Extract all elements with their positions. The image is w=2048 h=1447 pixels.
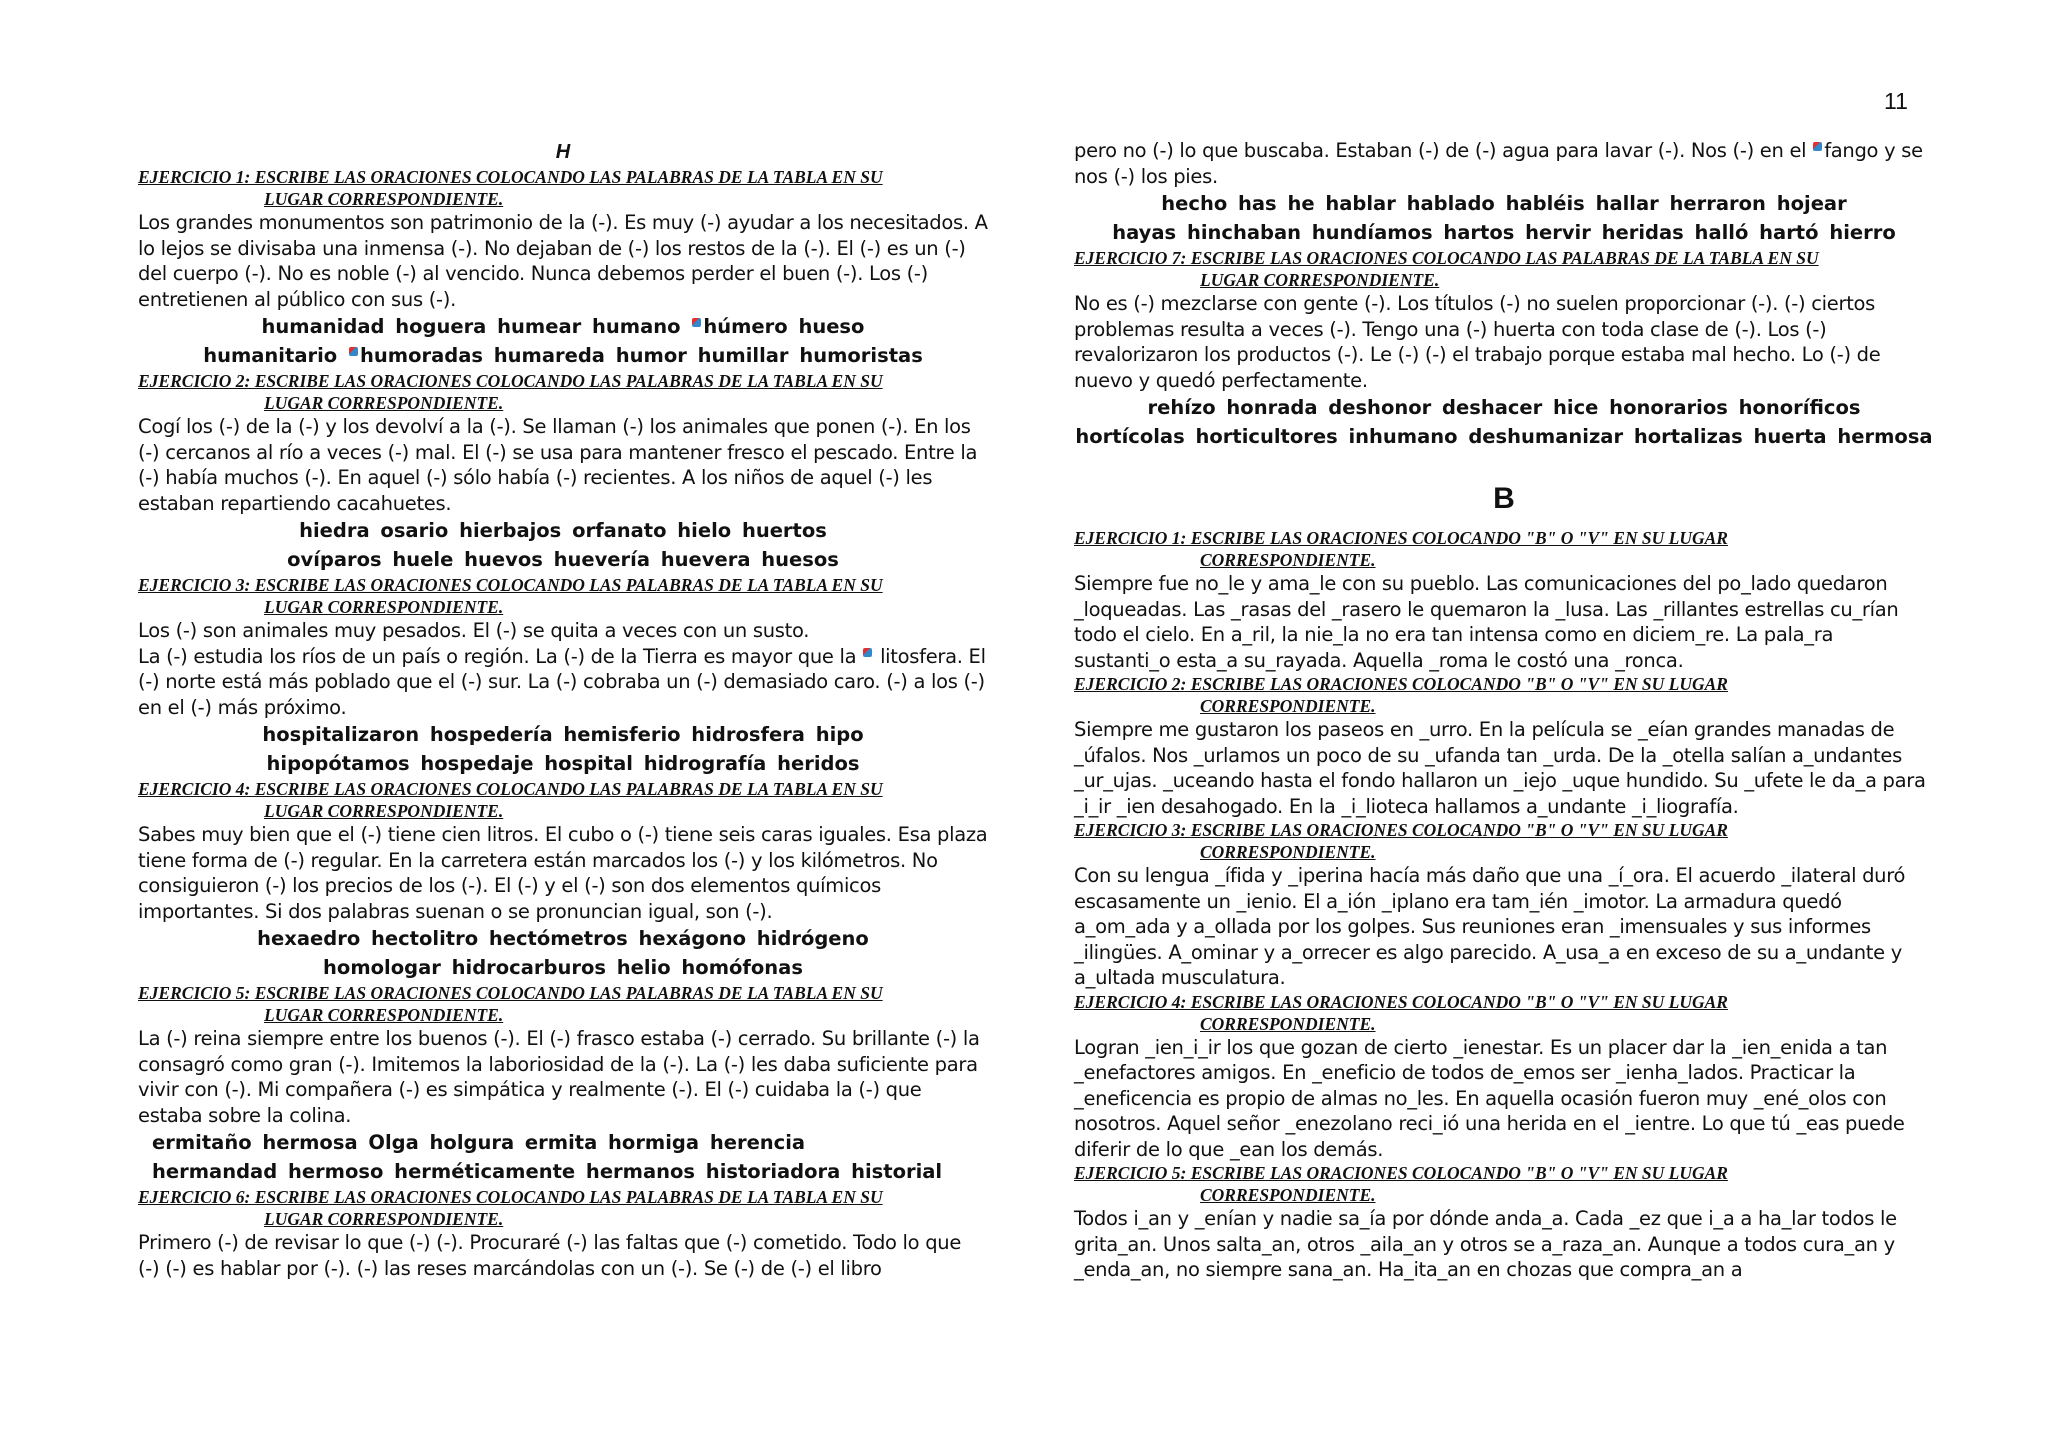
link-marker-icon (1813, 142, 1822, 151)
exercise-heading-line2: LUGAR CORRESPONDIENTE. (264, 597, 504, 617)
word-table-row: hortícolas horticultores inhumano deshumanizar hortalizas huerta hermosa (1075, 425, 1933, 448)
section-letter-h: H (555, 141, 571, 163)
exercise-heading-line2: LUGAR CORRESPONDIENTE. (264, 801, 504, 821)
exercise-heading (1074, 247, 1934, 291)
exercise-text: Todos i_an y _enían y nadie sa_ía por dónde anda_a. Cada _ez que i_a a ha_lar todos le grita_an. Unos salta_an, otros _aila_an y otros se a_raza_an. Aunque a todos cura_an y _enda_an, no siempre sana_an. Ha_ita_an en chozas que compra_an a (1074, 1207, 1897, 1281)
exercise-heading-line2: LUGAR CORRESPONDIENTE. (1200, 270, 1440, 290)
exercise-text (138, 644, 988, 721)
exercise-heading-line1: EJERCICIO 7: ESCRIBE LAS ORACIONES COLOCANDO LAS PALABRAS DE LA TABLA EN SU (1074, 248, 1819, 268)
exercise-heading (1074, 819, 1934, 863)
word-table-row: hayas hinchaban hundíamos hartos hervir heridas halló hartó hierro (1112, 221, 1896, 244)
exercise-text: Sabes muy bien que el (-) tiene cien litros. El cubo o (-) tiene seis caras iguales. Esa plaza tiene forma de (-) regular. En la carretera están marcados los (-) y los kilómetros. No consiguieron (-) los precios de los (-). El (-) y el (-) son dos elementos químicos importantes. Si dos palabras suenan o se pronuncian igual, son (-). (138, 823, 988, 923)
page-number: 11 (1884, 88, 1908, 114)
exercise-heading (1074, 673, 1934, 717)
exercise-heading (138, 778, 988, 822)
link-marker-icon (349, 347, 358, 356)
link-marker-icon (692, 318, 701, 327)
word-table-row: ermitaño hermosa Olga holgura ermita hormiga herencia (152, 1131, 806, 1154)
exercise-text: Los grandes monumentos son patrimonio de la (-). Es muy (-) ayudar a los necesitados. A lo lejos se divisaba una inmensa (-). No dejaban de (-) los restos de la (-). El (-) es un (-) del cuerpo (-). No es noble (-) al vencido. Nunca debemos perder el buen (-). Los (-) entretienen al público con sus (-). (138, 211, 988, 311)
exercise-heading-line1: EJERCICIO 2: ESCRIBE LAS ORACIONES COLOCANDO "B" O "V" EN SU LUGAR (1074, 674, 1728, 694)
exercise-text: Siempre fue no_le y ama_le con su pueblo. Las comunicaciones del po_lado quedaron _loqueadas. Las _rasas del _rasero le quemaron la _lusa. Las _rillantes estrellas cu_rían todo el cielo. En a_ril, la nie_la no era tan intensa como en diciem_re. La pala_ra sustanti_o esta_a su_rayada. Aquella _roma le costó una _ronca. (1074, 572, 1899, 672)
exercise-heading-line2: CORRESPONDIENTE. (1200, 1013, 1376, 1034)
exercise-heading-line2: LUGAR CORRESPONDIENTE. (264, 1209, 504, 1229)
exercise-heading (138, 1186, 988, 1230)
exercise-text-part: fango y se nos (-) los pies. (1074, 139, 1923, 188)
word-table-row (138, 341, 988, 370)
exercise-text: Los (-) son animales muy pesados. El (-) se quita a veces con un susto. (138, 619, 810, 642)
word-list: humanidad hoguera humear humano (261, 315, 681, 338)
exercise-heading-line1: EJERCICIO 1: ESCRIBE LAS ORACIONES COLOCANDO LAS PALABRAS DE LA TABLA EN SU (138, 167, 883, 187)
word-table-row: hexaedro hectolitro hectómetros hexágono hidrógeno (257, 927, 869, 950)
word-table-row: ovíparos huele huevos huevería huevera huesos (287, 548, 839, 571)
right-column (1074, 138, 1934, 1283)
exercise-text: Cogí los (-) de la (-) y los devolví a la (-). Se llaman (-) los animales que ponen (-). En los (-) cercanos al río a veces (-) mal. El (-) se usa para mantener fresco el pescado. Entre la (-) había muchos (-). En aquel (-) sólo había (-) recientes. A los niños de aquel (-) les estaban repartiendo cacahuetes. (138, 415, 978, 515)
exercise-heading-line1: EJERCICIO 5: ESCRIBE LAS ORACIONES COLOCANDO "B" O "V" EN SU LUGAR (1074, 1163, 1728, 1183)
exercise-text: Primero (-) de revisar lo que (-) (-). Procuraré (-) las faltas que (-) cometido. Todo lo que (-) (-) es hablar por (-). (-) las reses marcándolas con un (-). Se (-) de (-) el libro (138, 1231, 962, 1280)
word-table-row: hospitalizaron hospedería hemisferio hidrosfera hipo (262, 723, 864, 746)
exercise-heading (138, 166, 988, 210)
exercise-text: No es (-) mezclarse con gente (-). Los títulos (-) no suelen proporcionar (-). (-) ciertos problemas resulta a veces (-). Tengo una (-) huerta con toda clase de (-). Los (-) revalorizaron los productos (-). Le (-) (-) el trabajo porque estaba mal hecho. Lo (-) de nuevo y quedó perfectamente. (1074, 292, 1881, 392)
exercise-heading-line1: EJERCICIO 1: ESCRIBE LAS ORACIONES COLOCANDO "B" O "V" EN SU LUGAR (1074, 528, 1728, 548)
exercise-heading-line1: EJERCICIO 4: ESCRIBE LAS ORACIONES COLOCANDO "B" O "V" EN SU LUGAR (1074, 991, 1728, 1012)
exercise-heading (138, 574, 988, 618)
exercise-text-part: litosfera. El (-) norte está más poblado que el (-) sur. La (-) cobraba un (-) demasiado caro. (-) a los (-) en el (-) más próximo. (138, 644, 986, 719)
exercise-text: Logran _ien_i_ir los que gozan de cierto _ienestar. Es un placer dar la _ien_enida a tan _enefactores amigos. En _eneficio de todos de_emos ser _ienha_lados. Practicar la _eneficencia es propio de almas no_les. En aquella ocasión fueron muy _ené_olos con nosotros. Aquel señor _enezolano reci_ió una herida en el _ientre. Lo que tú _eas puede diferir de lo que _ean los demás. (1074, 1035, 1905, 1161)
exercise-heading-line2: CORRESPONDIENTE. (1200, 1185, 1376, 1205)
exercise-heading-line2: LUGAR CORRESPONDIENTE. (264, 1005, 504, 1025)
exercise-heading-line2: LUGAR CORRESPONDIENTE. (264, 189, 504, 209)
exercise-heading (138, 982, 988, 1026)
exercise-text-part: La (-) estudia los ríos de un país o región. La (-) de la Tierra es mayor que la (138, 644, 857, 668)
exercise-heading-line1: EJERCICIO 2: ESCRIBE LAS ORACIONES COLOCANDO LAS PALABRAS DE LA TABLA EN SU (138, 371, 883, 391)
exercise-heading-line1: EJERCICIO 3: ESCRIBE LAS ORACIONES COLOCANDO LAS PALABRAS DE LA TABLA EN SU (138, 575, 883, 595)
exercise-text-continued (1074, 138, 1934, 189)
exercise-heading-line2: CORRESPONDIENTE. (1200, 550, 1376, 570)
exercise-text-part: pero no (-) lo que buscaba. Estaban (-) de (-) agua para lavar (-). Nos (-) en el (1074, 139, 1807, 162)
exercise-heading-line2: LUGAR CORRESPONDIENTE. (264, 393, 504, 413)
word-table-row (138, 312, 988, 341)
exercise-heading-line1: EJERCICIO 4: ESCRIBE LAS ORACIONES COLOCANDO LAS PALABRAS DE LA TABLA EN SU (138, 779, 883, 799)
link-marker-icon (863, 648, 872, 657)
word-list: húmero hueso (703, 315, 865, 338)
exercise-heading (1074, 527, 1934, 571)
exercise-text: Con su lengua _ífida y _iperina hacía más daño que una _í_ora. El acuerdo _ilateral duró escasamente un _ienio. El a_ión _iplano era tam_ién _imotor. La armadura quedó a_om_ada y a_ollada por los golpes. Sus reuniones eran _imensuales y sus informes _ilingües. A_ominar y a_orrecer es algo parecido. A_usa_a en exceso de su a_undante y a_ultada musculatura. (1074, 864, 1906, 989)
word-table-row: homologar hidrocarburos helio homófonas (323, 956, 803, 979)
exercise-heading-line1: EJERCICIO 3: ESCRIBE LAS ORACIONES COLOCANDO "B" O "V" EN SU LUGAR (1074, 820, 1728, 840)
exercise-text: La (-) reina siempre entre los buenos (-). El (-) frasco estaba (-) cerrado. Su brillante (-) la consagró como gran (-). Imitemos la laboriosidad de la (-). La (-) les daba suficiente para vivir con (-). Mi compañera (-) es simpática y realmente (-). El (-) cuidaba la (-) que estaba sobre la colina. (138, 1027, 980, 1127)
word-list: humoradas humareda humor humillar humoristas (359, 344, 923, 367)
exercise-heading-line1: EJERCICIO 6: ESCRIBE LAS ORACIONES COLOCANDO LAS PALABRAS DE LA TABLA EN SU (138, 1187, 883, 1207)
section-letter-b: B (1493, 482, 1515, 515)
exercise-heading-line2: CORRESPONDIENTE. (1200, 696, 1376, 716)
exercise-heading-line2: CORRESPONDIENTE. (1200, 842, 1376, 862)
word-table-row: hecho has he hablar hablado habléis hallar herraron hojear (1161, 192, 1847, 215)
word-table-row: hipopótamos hospedaje hospital hidrografía heridos (266, 752, 860, 775)
word-table-row: hiedra osario hierbajos orfanato hielo huertos (299, 519, 827, 542)
exercise-heading (1074, 1162, 1934, 1206)
exercise-heading (138, 370, 988, 414)
exercise-text: Siempre me gustaron los paseos en _urro. En la película se _eían grandes manadas de _úfalos. Nos _urlamos un poco de su _ufanda tan _urda. De la _otella salían a_undantes _ur_ujas. _uceando hasta el fondo hallaron un _iejo _uque hundido. Su _ufete le da_a para _i_ir _ien desahogado. En la _i_lioteca hallamos a_undante _i_liografía. (1074, 718, 1926, 818)
left-column (138, 138, 988, 1281)
word-list: humanitario (203, 344, 338, 367)
word-table-row: hermandad hermoso herméticamente hermanos historiadora historial (152, 1160, 943, 1183)
exercise-heading-line1: EJERCICIO 5: ESCRIBE LAS ORACIONES COLOCANDO LAS PALABRAS DE LA TABLA EN SU (138, 983, 883, 1003)
exercise-heading (1074, 991, 1934, 1035)
word-table-row: rehízo honrada deshonor deshacer hice honorarios honoríficos (1147, 396, 1861, 419)
